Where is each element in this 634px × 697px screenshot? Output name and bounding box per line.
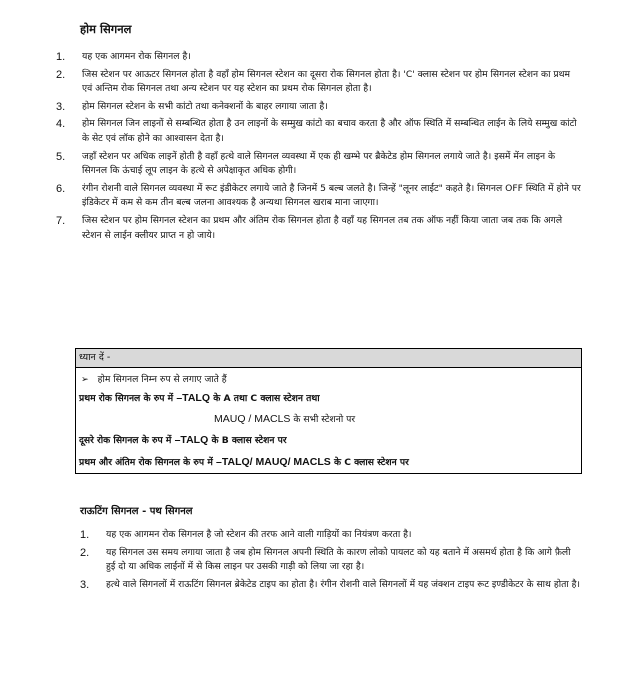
list-number: 4.: [56, 118, 66, 131]
list-item: [80, 578, 582, 593]
note-heading: ध्यान दें -: [76, 349, 581, 368]
list-item-text: हत्थे वाले सिगनलों में राऊटिंग सिगनल ब्रेकेटेड टाइप का होता है। रंगीन रोशनी वाले सिगनलों में यह जंक्शन टाइप रूट इण्डीकेटर के साथ होता है।: [106, 578, 580, 590]
note-line-second-stop: [79, 433, 287, 446]
list-number: 5.: [56, 150, 66, 163]
list-number: 3.: [80, 578, 90, 591]
note-detail: के सभी स्टेशनो पर: [293, 414, 356, 425]
note-code: –TALQ/ MAUQ/ MACLS: [216, 456, 331, 468]
list-item-text: होम सिगनल स्टेशन के सभी कांटो तथा कनेक्शनों के बाहर लगाया जाता है।: [82, 100, 328, 112]
list-item: [56, 150, 582, 179]
list-item-text: रंगीन रोशनी वाले सिगनल व्यवस्था में रूट इंडीकेटर लगाये जाते है जिनमें 5 बल्ब जलते है। जिन्हें "लूनर लाईट" कहते है। सिगनल OFF स्थिति में होने पर इंडिकेटर में कम से कम तीन बल्ब जलना आवश्यक है अन्यथा सिगनल खराब माना जाएगा।: [82, 182, 581, 209]
note-detail: के C क्लास स्टेशन पर: [333, 457, 409, 468]
home-signal-list: [56, 50, 582, 246]
section-title-routing-signal: राऊटिंग सिगनल - पथ सिगनल: [80, 506, 193, 517]
note-line-first-last-stop: [79, 455, 409, 468]
note-bullet-text: होम सिगनल निम्न रुप से लगाए जाते हैं: [97, 374, 227, 385]
section-title-home-signal: होम सिगनल: [80, 22, 132, 36]
list-number: 7.: [56, 214, 66, 227]
note-detail: के A तथा C क्लास स्टेशन तथा: [213, 393, 320, 404]
list-item-text: होम सिगनल जिन लाइनों से सम्बन्धित होता है उन लाइनों के सम्मुख कांटो का बचाव करता है और ऑफ स्थिति में सम्बन्धित लाईन के लिये सम्मुख कांटो के सेट एवं लॉक होने का आश्वासन देता है।: [82, 118, 577, 144]
list-item-text: जिस स्टेशन पर आऊटर सिगनल होता है वहाँ होम सिगनल स्टेशन का दूसरा रोक सिगनल होता है। 'C' क्लास स्टेशन पर होम सिगनल स्टेशन का प्रथम एवं अन्तिम रोक सिगनल तथा अन्य स्टेशन पर यह स्टेशन का प्रथम रोक सिगनल होता है।: [82, 68, 570, 95]
list-item: [80, 528, 582, 543]
list-number: 2.: [56, 68, 66, 81]
note-code: MAUQ / MACLS: [214, 413, 291, 425]
list-number: 1.: [56, 51, 66, 63]
note-bullet-line: [81, 372, 227, 385]
list-number: 1.: [80, 529, 90, 541]
note-box: [75, 348, 582, 474]
list-number: 6.: [56, 182, 66, 195]
list-item: [56, 214, 582, 243]
list-item: [56, 182, 582, 211]
list-item-text: यह एक आगमन रोक सिगनल है जो स्टेशन की तरफ आने वाली गाड़ियों का नियंत्रण करता है।: [106, 529, 412, 540]
note-label: प्रथम और अंतिम रोक सिगनल के रुप में: [79, 457, 213, 468]
list-item: [56, 50, 582, 65]
list-number: 3.: [56, 100, 66, 113]
list-number: 2.: [80, 546, 90, 559]
list-item-text: जिस स्टेशन पर होम सिगनल स्टेशन का प्रथम और अंतिम रोक सिगनल होता है वहाँ यह सिगनल तब तक ऑफ नहीं किया जाता जब तक कि अगले स्टेशन से लाईन क्लीयर प्राप्त न हो जाये।: [82, 214, 563, 241]
list-item: [80, 546, 582, 575]
note-line-first-stop: [79, 391, 320, 404]
note-label: प्रथम रोक सिगनल के रुप में: [79, 393, 174, 404]
list-item: [56, 100, 582, 115]
routing-signal-list: [80, 528, 582, 595]
list-item: [56, 68, 582, 97]
arrow-bullet-icon: ➢: [81, 374, 89, 385]
list-item-text: यह सिगनल उस समय लगाया जाता है जब होम सिगनल अपनी स्थिति के कारण लोको पायलट को यह बताने में असमर्थ होता है कि आगे फ़ैली हुई दो या अधिक लाईनों में से किस लाइन पर उसकी गाड़ी को लिया जा रहा है।: [106, 546, 571, 573]
list-item-text: जहाँ स्टेशन पर अधिक लाइनें होती है वहाँ हत्थे वाले सिगनल व्यवस्था में एक ही खम्भे पर ब्रैकेटेड होम सिगनल लगाये जाते है। इसमें मेंन लाइन के सिगनल कि ऊंचाई लूप लाइन के हत्थे से अपेक्षाकृत अधिक होगी।: [82, 150, 556, 177]
note-label: दूसरे रोक सिगनल के रुप में: [79, 435, 172, 446]
note-code: –TALQ: [176, 392, 210, 404]
list-item: [56, 117, 582, 146]
note-detail: के B क्लास स्टेशन पर: [211, 435, 287, 446]
note-line-mauq: [214, 412, 355, 425]
note-code: –TALQ: [174, 434, 209, 446]
list-item-text: यह एक आगमन रोक सिगनल है।: [82, 51, 191, 62]
